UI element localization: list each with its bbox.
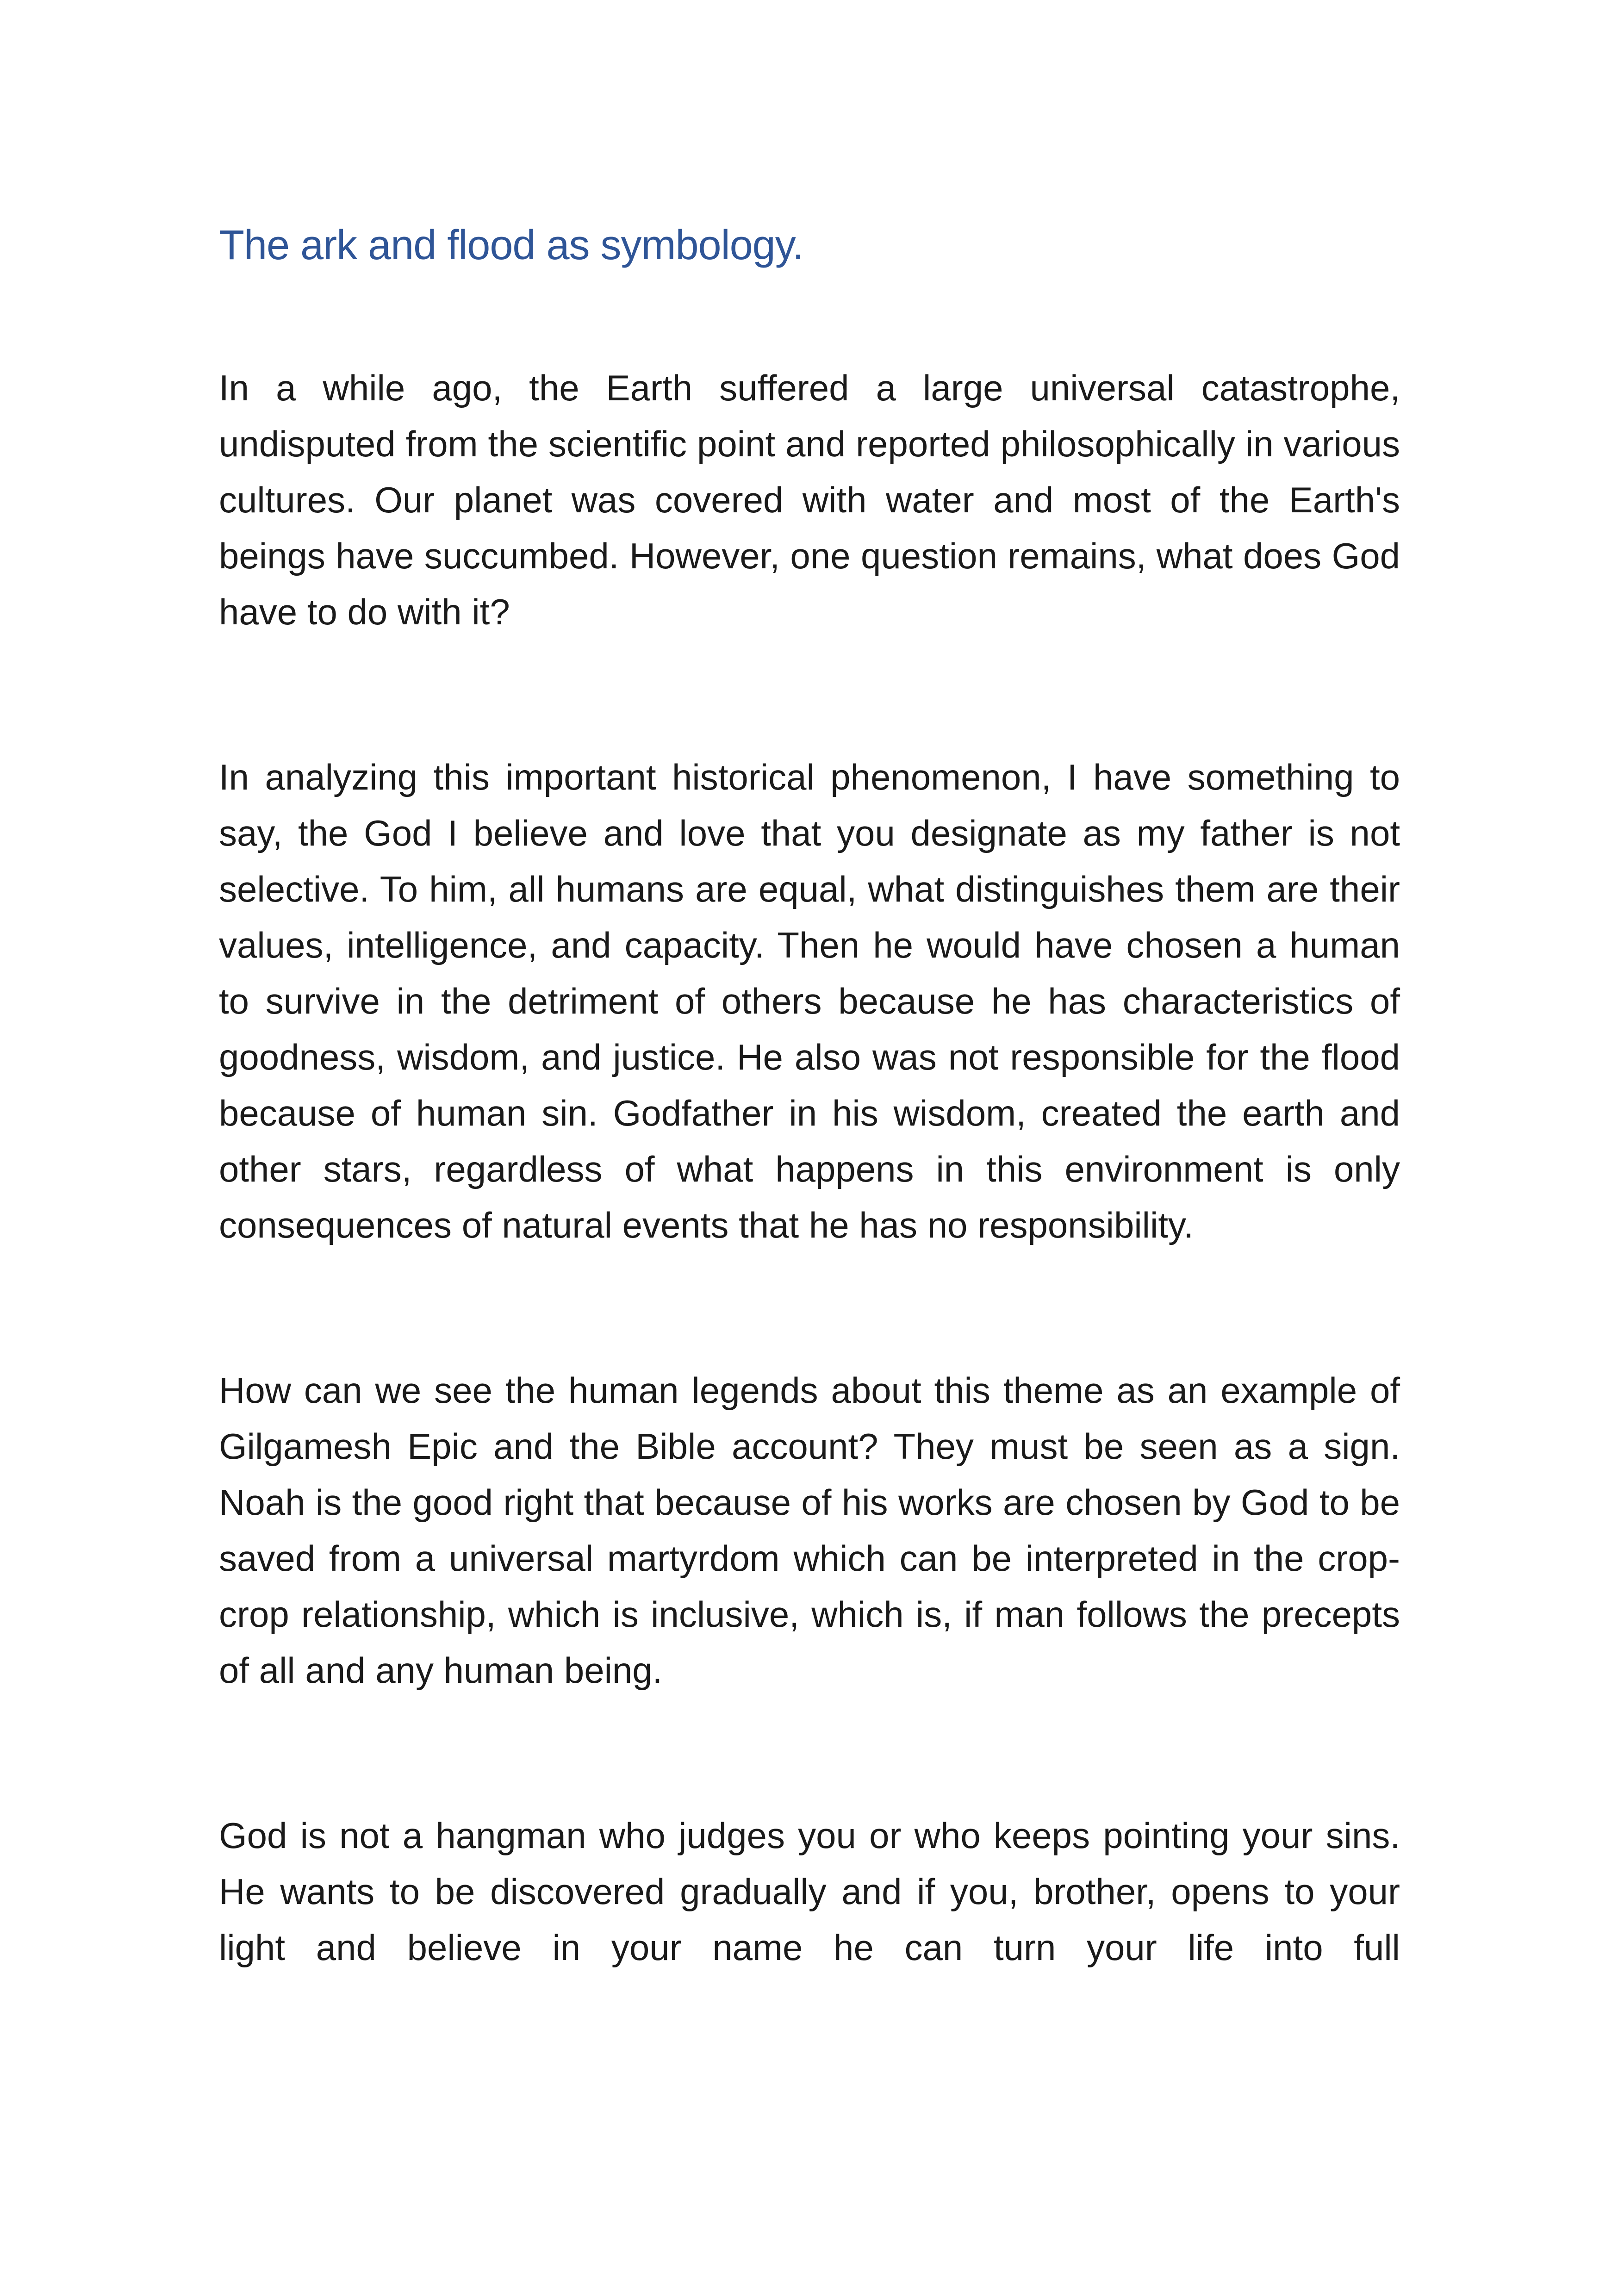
paragraph-2: In analyzing this important historical phenomenon, I have something to say, the God I believe and love that you designate as my father is not selective. To him, all humans are equal, what distinguishes them are their values, intelligence, and capacity. Then he would have chosen a human to survive in the detriment of others because he has characteristics of goodness, wisdom, and justice. He also was not responsible for the flood because of human sin. Godfather in his wisdom, created the earth and other stars, regardless of what happens in this environment is only consequences of natural events that he has no responsibility. <box>219 757 1400 1245</box>
paragraph-1: In a while ago, the Earth suffered a large universal catastrophe, undisputed from the scientific point and reported philosophically in various cultures. Our planet was covered with water and most of the Earth's beings have succumbed. However, one question remains, what does God have to do with it? <box>219 367 1400 632</box>
paragraph-4: God is not a hangman who judges you or who keeps pointing your sins. He wants to be discovered gradually and if you, brother, opens to your light and believe in your name he can turn your life into full <box>219 1815 1400 1968</box>
paragraph-3: How can we see the human legends about this theme as an example of Gilgamesh Epic and the Bible account? They must be seen as a sign. Noah is the good right that because of his works are chosen by God to be saved from a universal martyrdom which can be interpreted in the crop-crop relationship, which is inclusive, which is, if man follows the precepts of all and any human being. <box>219 1370 1400 1691</box>
document-body <box>219 218 1400 1976</box>
document-title: The ark and flood as symbology. <box>219 222 804 268</box>
